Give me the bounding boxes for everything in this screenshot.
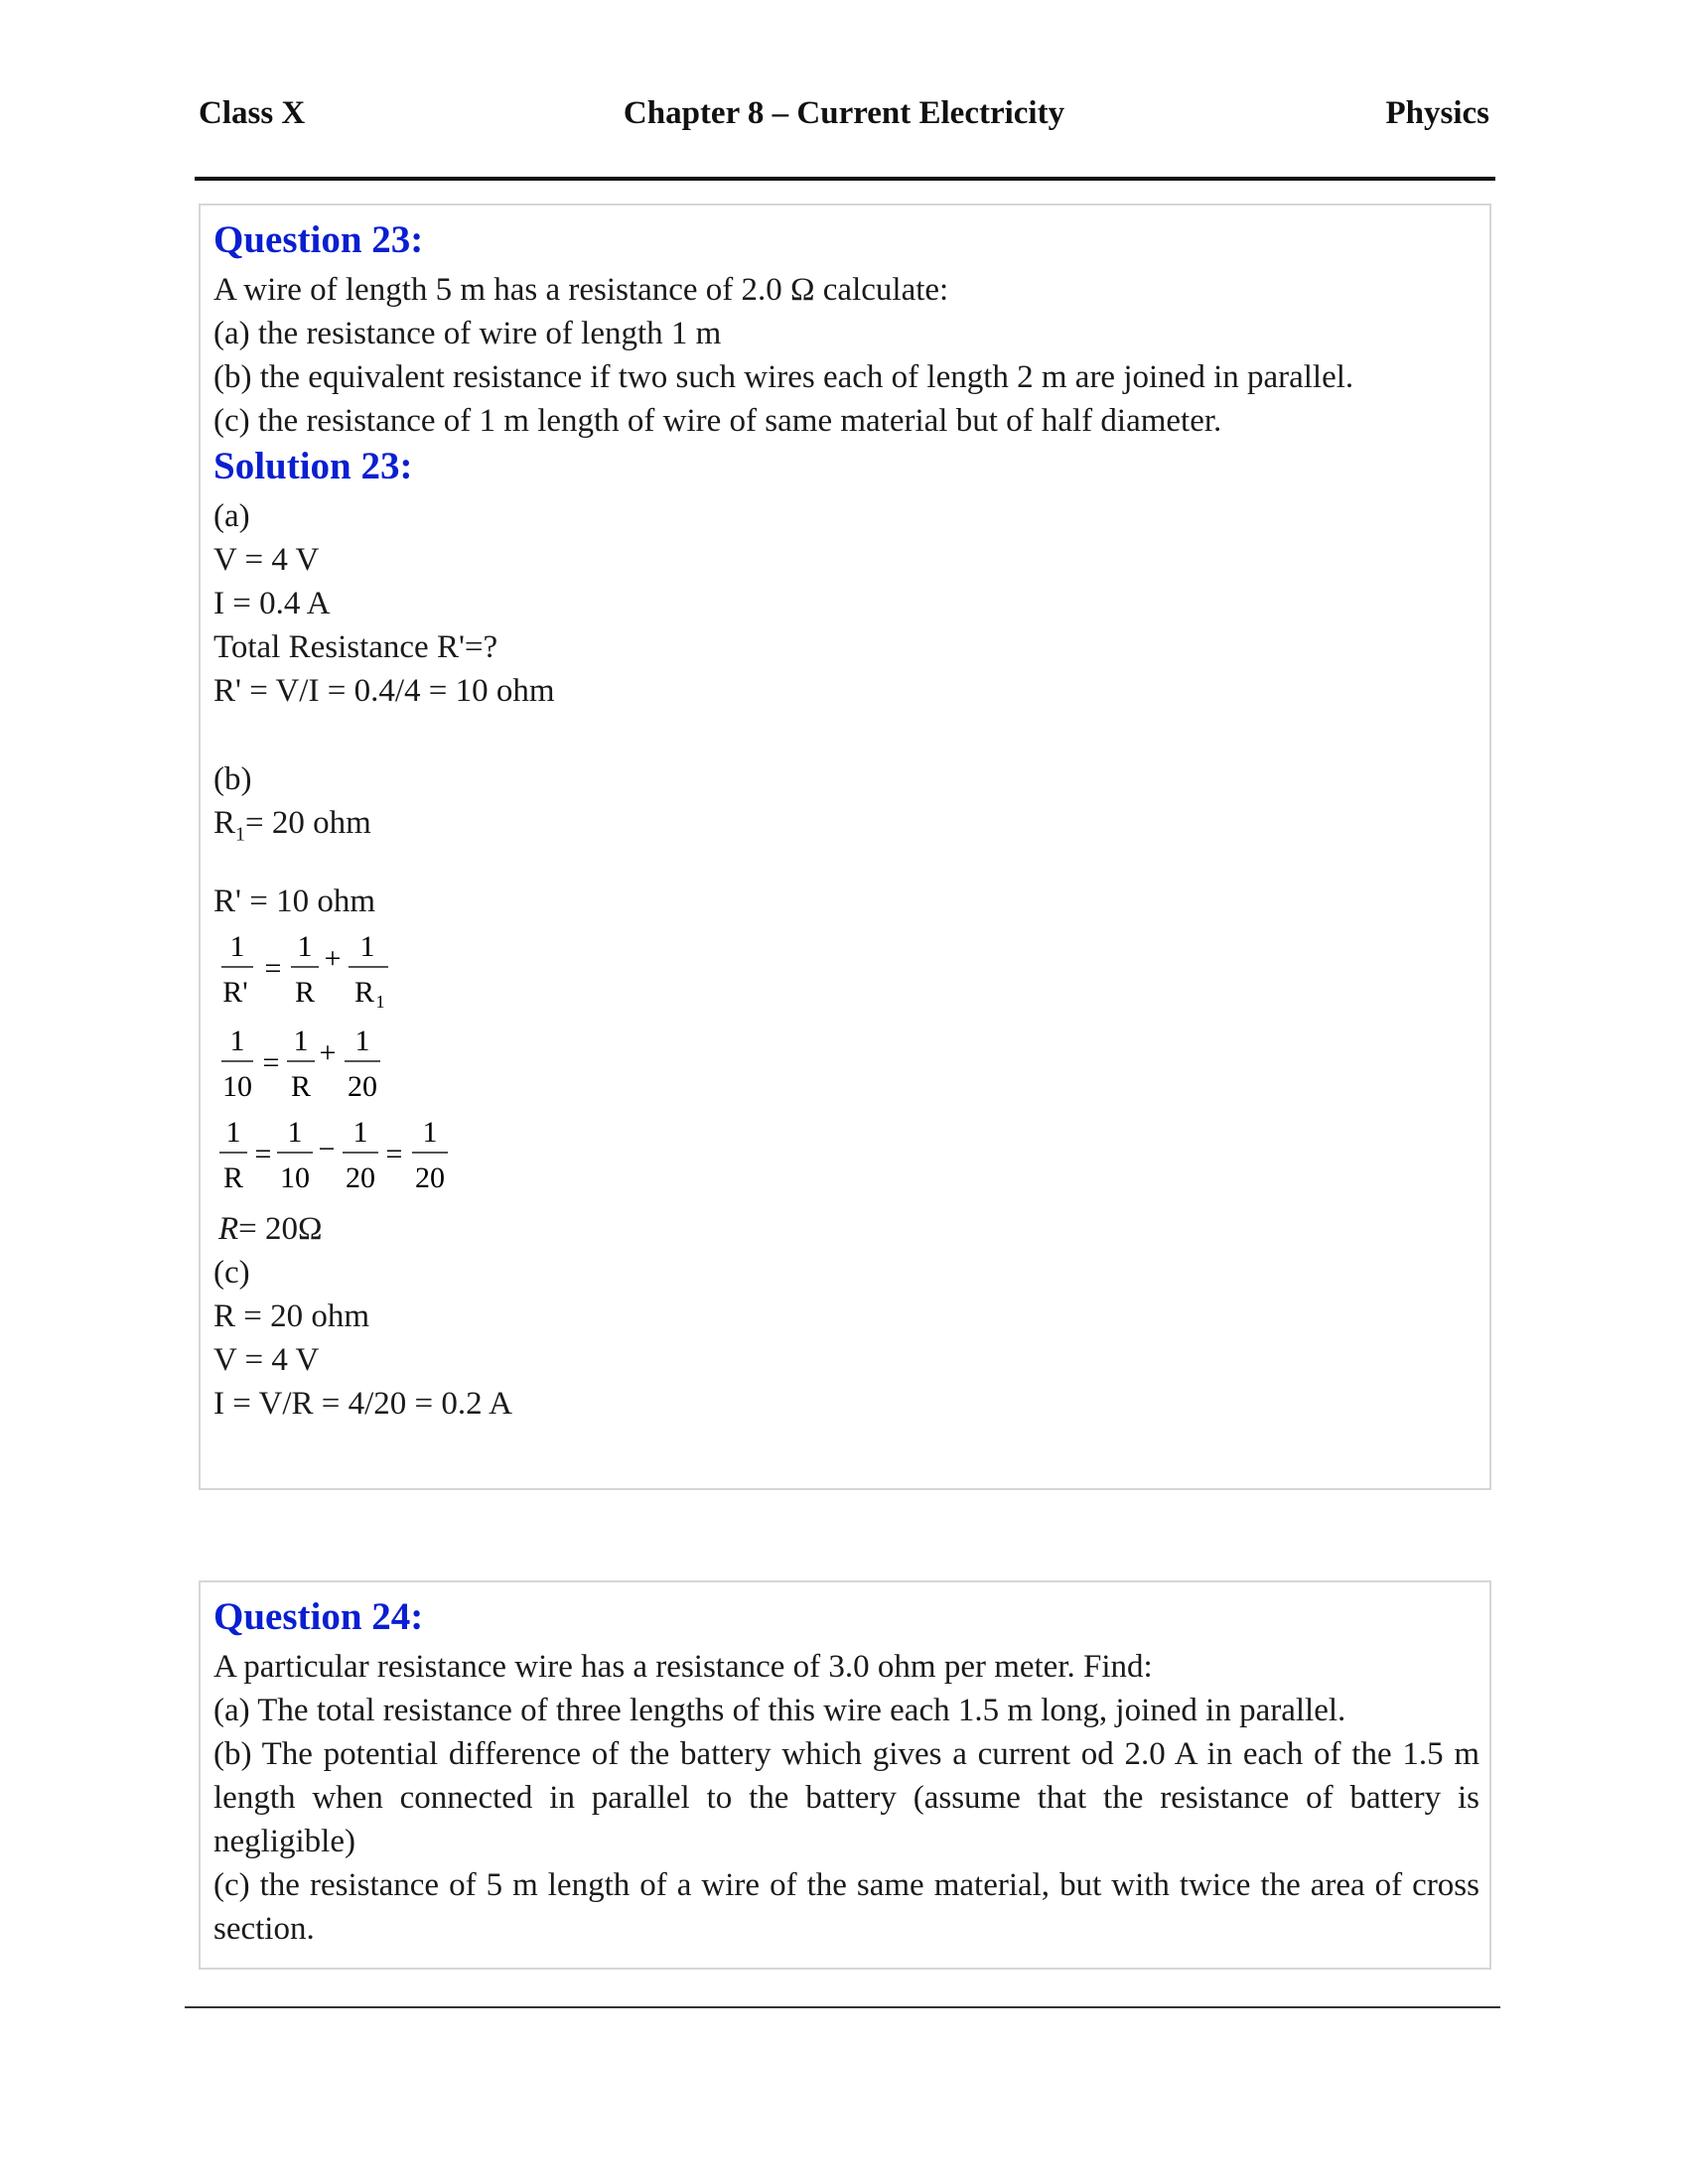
solution-line: V = 4 V [213, 1342, 320, 1378]
question-24-line: length when connected in parallel to the battery (assume that the resistance of battery is [213, 1780, 1479, 1816]
header-class-label: Class X [199, 95, 306, 131]
result-line [218, 1209, 323, 1249]
eq1-subscript: 1 [375, 992, 385, 1012]
footer-divider [185, 2006, 1500, 2008]
r1-symbol: R [213, 805, 236, 841]
question-23-line: (b) the equivalent resistance if two such wires each of length 2 m are joined in parallel. [213, 359, 1354, 395]
r1-line [213, 803, 371, 855]
eq2-denominator: 20 [348, 1070, 377, 1103]
eq2-numerator: 1 [293, 1024, 309, 1057]
eq3-numerator: 1 [422, 1116, 438, 1149]
plus-sign: + [324, 942, 342, 975]
question-23-line: (c) the resistance of 1 m length of wire of same material but of half diameter. [213, 403, 1222, 439]
solution-line: (c) [213, 1255, 250, 1291]
header-divider [195, 177, 1495, 181]
solution-23-heading: Solution 23: [213, 445, 413, 487]
equation-1 [213, 928, 412, 1023]
eq1-denominator: R' [222, 976, 248, 1009]
r1-subscript: 1 [235, 823, 246, 846]
solution-line: I = V/R = 4/20 = 0.2 A [213, 1386, 512, 1422]
eq2-denominator: 10 [222, 1070, 252, 1103]
equals-sign: = [254, 1138, 272, 1170]
eq3-denominator: 10 [280, 1161, 310, 1194]
question-24-line: (a) The total resistance of three lengths of this wire each 1.5 m long, joined in parallel. [213, 1693, 1346, 1728]
r-prime-line: R' = 10 ohm [213, 884, 375, 919]
question-24-heading: Question 24: [213, 1595, 424, 1638]
question-24-line: A particular resistance wire has a resistance of 3.0 ohm per meter. Find: [213, 1649, 1153, 1685]
equals-sign: = [385, 1138, 403, 1170]
plus-sign: + [319, 1036, 337, 1069]
question-23-line: (a) the resistance of wire of length 1 m [213, 316, 722, 351]
question-24-line: (b) The potential difference of the battery which gives a current od 2.0 A in each of the 1.5 m [213, 1736, 1479, 1772]
eq2-denominator: R [290, 1070, 312, 1103]
question-23-line: A wire of length 5 m has a resistance of 2.0 Ω calculate: [213, 272, 949, 308]
solution-line: R = 20 ohm [213, 1298, 370, 1334]
equals-sign: = [264, 952, 282, 985]
header-chapter-title: Chapter 8 – Current Electricity [623, 95, 1065, 131]
question-24-line: (c) the resistance of 5 m length of a wire of the same material, but with twice the area of cross [213, 1867, 1479, 1903]
solution-line: (a) [213, 498, 250, 534]
eq1-numerator: 1 [229, 930, 245, 963]
question-24-line: negligible) [213, 1824, 355, 1859]
eq3-denominator: R [222, 1161, 244, 1194]
eq3-numerator: 1 [352, 1116, 368, 1149]
solution-line: I = 0.4 A [213, 586, 331, 621]
result-value: = 20Ω [238, 1211, 323, 1247]
equals-sign: = [262, 1046, 280, 1079]
eq1-numerator: 1 [297, 930, 313, 963]
solution-line: V = 4 V [213, 542, 320, 578]
r1-value: = 20 ohm [245, 805, 371, 841]
minus-sign: − [318, 1133, 336, 1165]
question-24-line: section. [213, 1911, 315, 1947]
solution-line: (b) [213, 761, 252, 797]
eq1-denominator: R [353, 976, 375, 1009]
eq3-numerator: 1 [287, 1116, 303, 1149]
equation-2 [213, 1023, 412, 1117]
header-subject: Physics [1385, 95, 1489, 131]
question-23-heading: Question 23: [213, 218, 424, 261]
eq3-denominator: 20 [415, 1161, 445, 1194]
equation-3 [213, 1114, 472, 1208]
result-variable: R [218, 1211, 239, 1247]
eq2-numerator: 1 [354, 1024, 370, 1057]
solution-line: Total Resistance R'=? [213, 629, 498, 665]
eq3-numerator: 1 [225, 1116, 241, 1149]
eq1-denominator: R [294, 976, 316, 1009]
eq1-numerator: 1 [359, 930, 375, 963]
solution-line: R' = V/I = 0.4/4 = 10 ohm [213, 673, 555, 709]
eq2-numerator: 1 [229, 1024, 245, 1057]
eq3-denominator: 20 [346, 1161, 375, 1194]
